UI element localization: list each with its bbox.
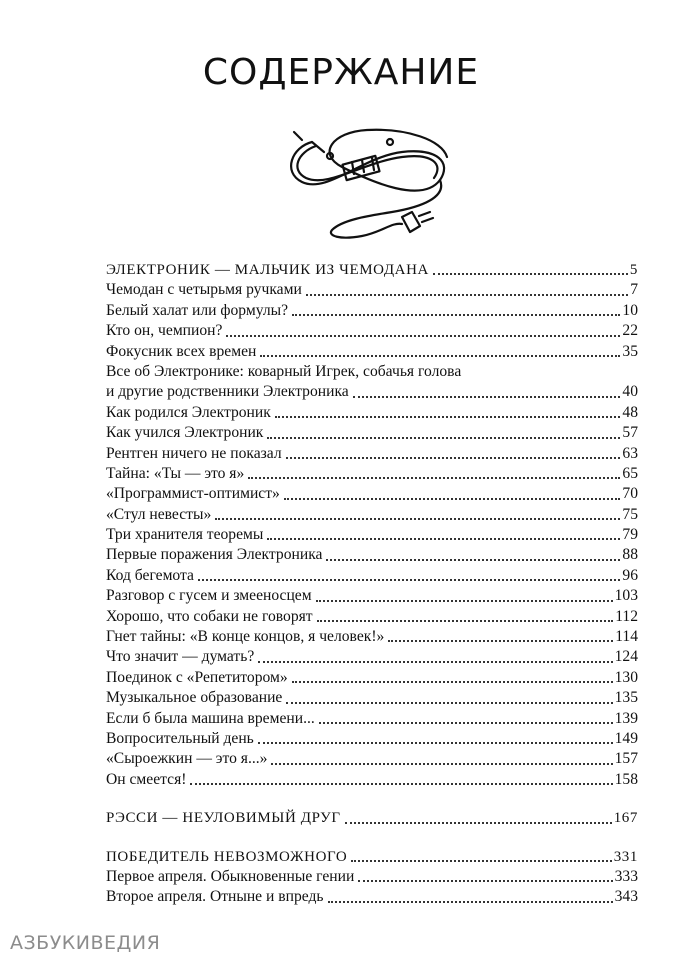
toc-entry[interactable] xyxy=(106,627,638,647)
section-gap xyxy=(106,790,638,808)
dot-leader xyxy=(260,354,620,357)
dot-leader xyxy=(226,334,620,337)
dot-leader xyxy=(345,821,612,824)
chapter-title: Если б была машина времени... xyxy=(106,709,315,727)
page-number: 63 xyxy=(622,444,638,462)
chapter-title: Белый халат или формулы? xyxy=(106,301,289,319)
toc-entry[interactable] xyxy=(106,280,638,300)
page-number: 79 xyxy=(622,526,638,544)
chapter-title: Вопросительный день xyxy=(106,729,254,747)
toc-entry[interactable] xyxy=(106,545,638,565)
toc-entry[interactable] xyxy=(106,887,638,907)
chapter-title: Он смеется! xyxy=(106,770,187,788)
dot-leader xyxy=(190,782,612,785)
dot-leader xyxy=(267,436,620,439)
page-number: 139 xyxy=(614,709,638,727)
page-number: 48 xyxy=(622,403,638,421)
watermark: АЗБУКИВЕДИЯ xyxy=(10,932,161,954)
chapter-title: Рентген ничего не показал xyxy=(106,444,282,462)
dot-leader xyxy=(248,476,620,479)
page-number: 88 xyxy=(622,546,638,564)
page-number: 40 xyxy=(622,383,638,401)
chapter-title: «Стул невесты» xyxy=(106,505,212,523)
toc-entry[interactable] xyxy=(106,586,638,606)
chapter-title: Как учился Электроник xyxy=(106,424,264,442)
dot-leader xyxy=(198,578,620,581)
chapter-title-line1: Все об Электронике: коварный Игрек, собачья голова xyxy=(106,362,462,380)
page-number: 135 xyxy=(614,689,638,707)
page-number: 10 xyxy=(622,301,638,319)
page-number: 35 xyxy=(622,342,638,360)
toc-entry[interactable] xyxy=(106,749,638,769)
section-title: РЭССИ — НЕУЛОВИМЫЙ ДРУГ xyxy=(106,810,341,827)
chapter-title: Чемодан с четырьмя ручками xyxy=(106,281,302,299)
page-number: 112 xyxy=(615,607,638,625)
electric-cord-illustration xyxy=(272,112,472,257)
toc-entry[interactable] xyxy=(106,403,638,423)
page-number: 7 xyxy=(630,281,638,299)
toc-entry[interactable] xyxy=(106,444,638,464)
chapter-title: «Сыроежкин — это я...» xyxy=(106,750,268,768)
page-number: 65 xyxy=(622,464,638,482)
chapter-title: Тайна: «Ты — это я» xyxy=(106,464,245,482)
toc-section-heading[interactable] xyxy=(106,808,638,828)
dot-leader xyxy=(388,639,613,642)
chapter-title: Хорошо, что собаки не говорят xyxy=(106,607,313,625)
page-number: 331 xyxy=(613,848,638,865)
toc-entry[interactable] xyxy=(106,729,638,749)
toc-entry[interactable] xyxy=(106,362,638,403)
page-number: 343 xyxy=(614,888,638,906)
chapter-title: Второе апреля. Отныне и впредь xyxy=(106,888,324,906)
page-number: 70 xyxy=(622,485,638,503)
chapter-title: Гнет тайны: «В конце концов, я человек!» xyxy=(106,628,385,646)
chapter-title: Первые поражения Электроника xyxy=(106,546,323,564)
chapter-title: Кто он, чемпион? xyxy=(106,322,223,340)
toc-entry[interactable] xyxy=(106,607,638,627)
dot-leader xyxy=(286,701,612,704)
toc-entry[interactable] xyxy=(106,668,638,688)
dot-leader xyxy=(353,395,621,398)
dot-leader xyxy=(258,660,612,663)
dot-leader xyxy=(286,456,621,459)
toc-entry[interactable] xyxy=(106,770,638,790)
page-number: 103 xyxy=(614,587,638,605)
section-title: ЭЛЕКТРОНИК — МАЛЬЧИК ИЗ ЧЕМОДАНА xyxy=(106,261,429,278)
toc-entry[interactable] xyxy=(106,321,638,341)
chapter-title: Музыкальное образование xyxy=(106,689,283,707)
chapter-title: Фокусник всех времен xyxy=(106,342,257,360)
page-number: 130 xyxy=(614,668,638,686)
toc-entry[interactable] xyxy=(106,709,638,729)
chapter-title: Код бегемота xyxy=(106,566,194,584)
dot-leader xyxy=(215,517,620,520)
dot-leader xyxy=(351,859,611,862)
table-of-contents xyxy=(106,260,638,908)
chapter-title: Что значит — думать? xyxy=(106,648,255,666)
toc-entry[interactable] xyxy=(106,647,638,667)
page-number: 57 xyxy=(622,424,638,442)
toc-section-heading[interactable] xyxy=(106,260,638,280)
dot-leader xyxy=(319,721,613,724)
cord-drawing-icon xyxy=(272,112,472,252)
page-number: 157 xyxy=(614,750,638,768)
chapter-title: Поединок с «Репетитором» xyxy=(106,668,288,686)
dot-leader xyxy=(284,497,621,500)
dot-leader xyxy=(306,293,628,296)
toc-entry[interactable] xyxy=(106,505,638,525)
toc-entry[interactable] xyxy=(106,484,638,504)
page-number: 114 xyxy=(615,628,638,646)
chapter-title: «Программист-оптимист» xyxy=(106,485,280,503)
page-number: 75 xyxy=(622,505,638,523)
page-title: СОДЕРЖАНИЕ xyxy=(202,52,480,93)
chapter-title: Первое апреля. Обыкновенные гении xyxy=(106,867,355,885)
dot-leader xyxy=(271,762,612,765)
toc-section-heading[interactable] xyxy=(106,847,638,867)
section-title: ПОБЕДИТЕЛЬ НЕВОЗМОЖНОГО xyxy=(106,848,348,865)
dot-leader xyxy=(267,537,620,540)
dot-leader xyxy=(358,879,612,882)
dot-leader xyxy=(316,599,613,602)
page-number: 149 xyxy=(614,729,638,747)
toc-entry[interactable] xyxy=(106,301,638,321)
toc-entry[interactable] xyxy=(106,464,638,484)
dot-leader xyxy=(292,313,620,316)
dot-leader xyxy=(326,558,620,561)
chapter-title-line2: и другие родственники Электроника xyxy=(106,383,349,401)
section-gap xyxy=(106,829,638,847)
page-number: 124 xyxy=(614,648,638,666)
page-number: 96 xyxy=(622,566,638,584)
dot-leader xyxy=(317,619,614,622)
toc-entry[interactable] xyxy=(106,342,638,362)
chapter-title: Три хранителя теоремы xyxy=(106,526,264,544)
dot-leader xyxy=(433,272,628,275)
toc-entry[interactable] xyxy=(106,688,638,708)
dot-leader xyxy=(292,680,613,683)
toc-entry[interactable] xyxy=(106,525,638,545)
toc-entry[interactable] xyxy=(106,566,638,586)
page-number: 5 xyxy=(629,261,638,278)
page-number: 22 xyxy=(622,322,638,340)
page-number: 167 xyxy=(613,810,638,827)
dot-leader xyxy=(275,415,621,418)
chapter-title: Разговор с гусем и змееносцем xyxy=(106,587,312,605)
dot-leader xyxy=(328,900,613,903)
page-number: 158 xyxy=(614,770,638,788)
chapter-title: Как родился Электроник xyxy=(106,403,271,421)
dot-leader xyxy=(258,741,613,744)
toc-entry[interactable] xyxy=(106,423,638,443)
toc-entry[interactable] xyxy=(106,867,638,887)
page-number: 333 xyxy=(614,867,638,885)
